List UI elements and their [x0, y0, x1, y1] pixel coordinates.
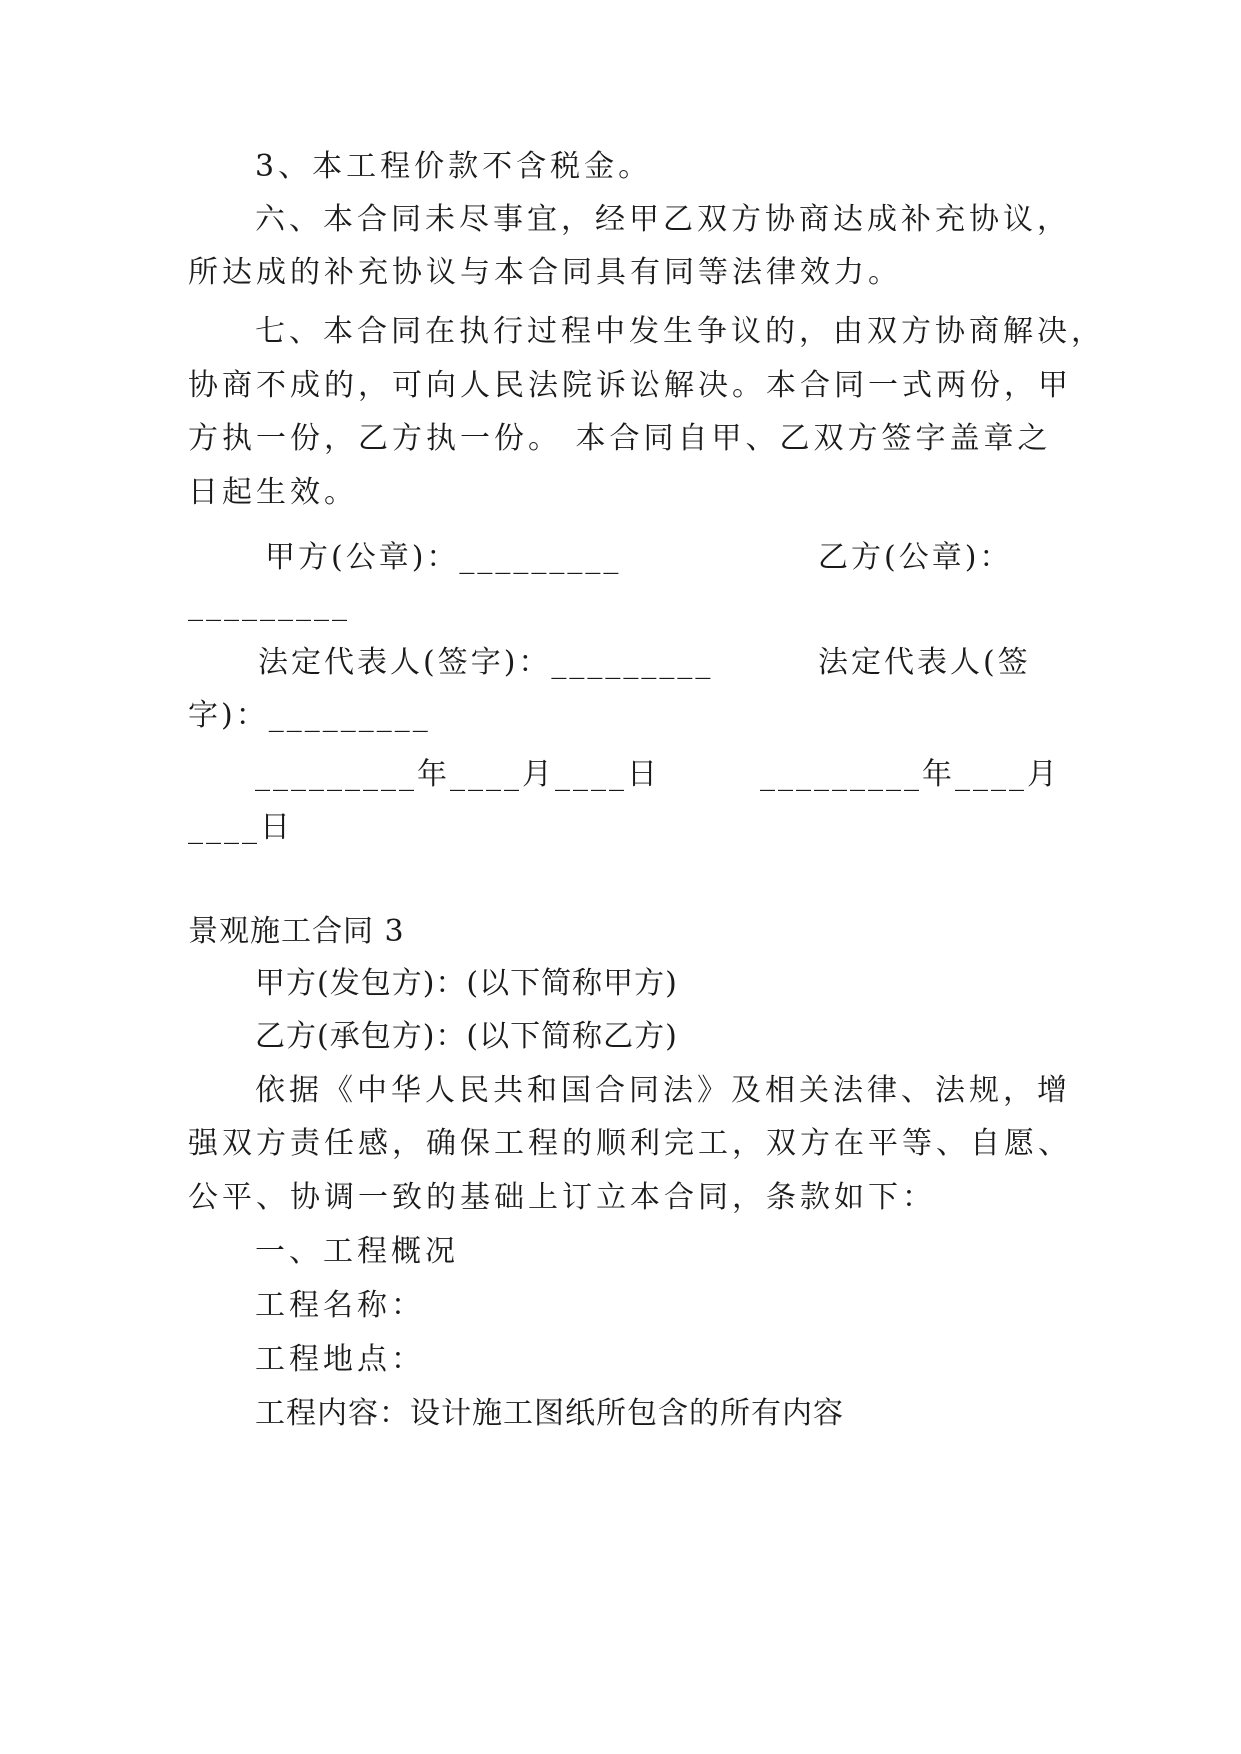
intro-line-2: 强双方责任感，确保工程的顺利完工，双方在平等、自愿、 [188, 1126, 1072, 1161]
party-a-line: 甲方(发包方)：(以下简称甲方) [255, 966, 678, 1001]
date-a: _________年____月____日 [255, 757, 660, 792]
project-name: 工程名称： [255, 1288, 425, 1323]
clause-seven-line-3: 方执一份，乙方执一份。 本合同自甲、乙双方签字盖章之 [188, 421, 1052, 456]
clause-six-line-1: 六、本合同未尽事宜，经甲乙双方协商达成补充协议， [255, 202, 1071, 237]
date-b-cont: ____日 [188, 810, 293, 845]
legal-rep-b-cont: 字)：_________ [188, 698, 431, 733]
tax-clause: 3、本工程价款不含税金。 [255, 149, 653, 184]
clause-six-line-2: 所达成的补充协议与本合同具有同等法律效力。 [188, 255, 902, 290]
date-b: _________年____月 [760, 757, 1060, 792]
intro-line-1: 依据《中华人民共和国合同法》及相关法律、法规，增 [255, 1073, 1071, 1108]
legal-rep-a: 法定代表人(签字)：_________ [258, 645, 714, 680]
clause-seven-line-4: 日起生效。 [188, 475, 358, 510]
party-b-line: 乙方(承包方)：(以下简称乙方) [255, 1019, 678, 1054]
party-b-seal-blank: _________ [188, 587, 350, 622]
party-b-seal: 乙方(公章)： [818, 540, 1013, 575]
section-one-heading: 一、工程概况 [255, 1234, 459, 1269]
intro-line-3: 公平、协调一致的基础上订立本合同，条款如下： [188, 1180, 936, 1215]
clause-seven-line-2: 协商不成的，可向人民法院诉讼解决。本合同一式两份，甲 [188, 368, 1072, 403]
project-content: 工程内容：设计施工图纸所包含的所有内容 [255, 1396, 844, 1431]
project-location: 工程地点： [255, 1342, 425, 1377]
party-a-seal: 甲方(公章)：_________ [265, 540, 622, 575]
contract-title: 景观施工合同 3 [188, 914, 405, 949]
clause-seven-line-1: 七、本合同在执行过程中发生争议的，由双方协商解决， [255, 314, 1105, 349]
legal-rep-b: 法定代表人(签 [818, 645, 1031, 680]
